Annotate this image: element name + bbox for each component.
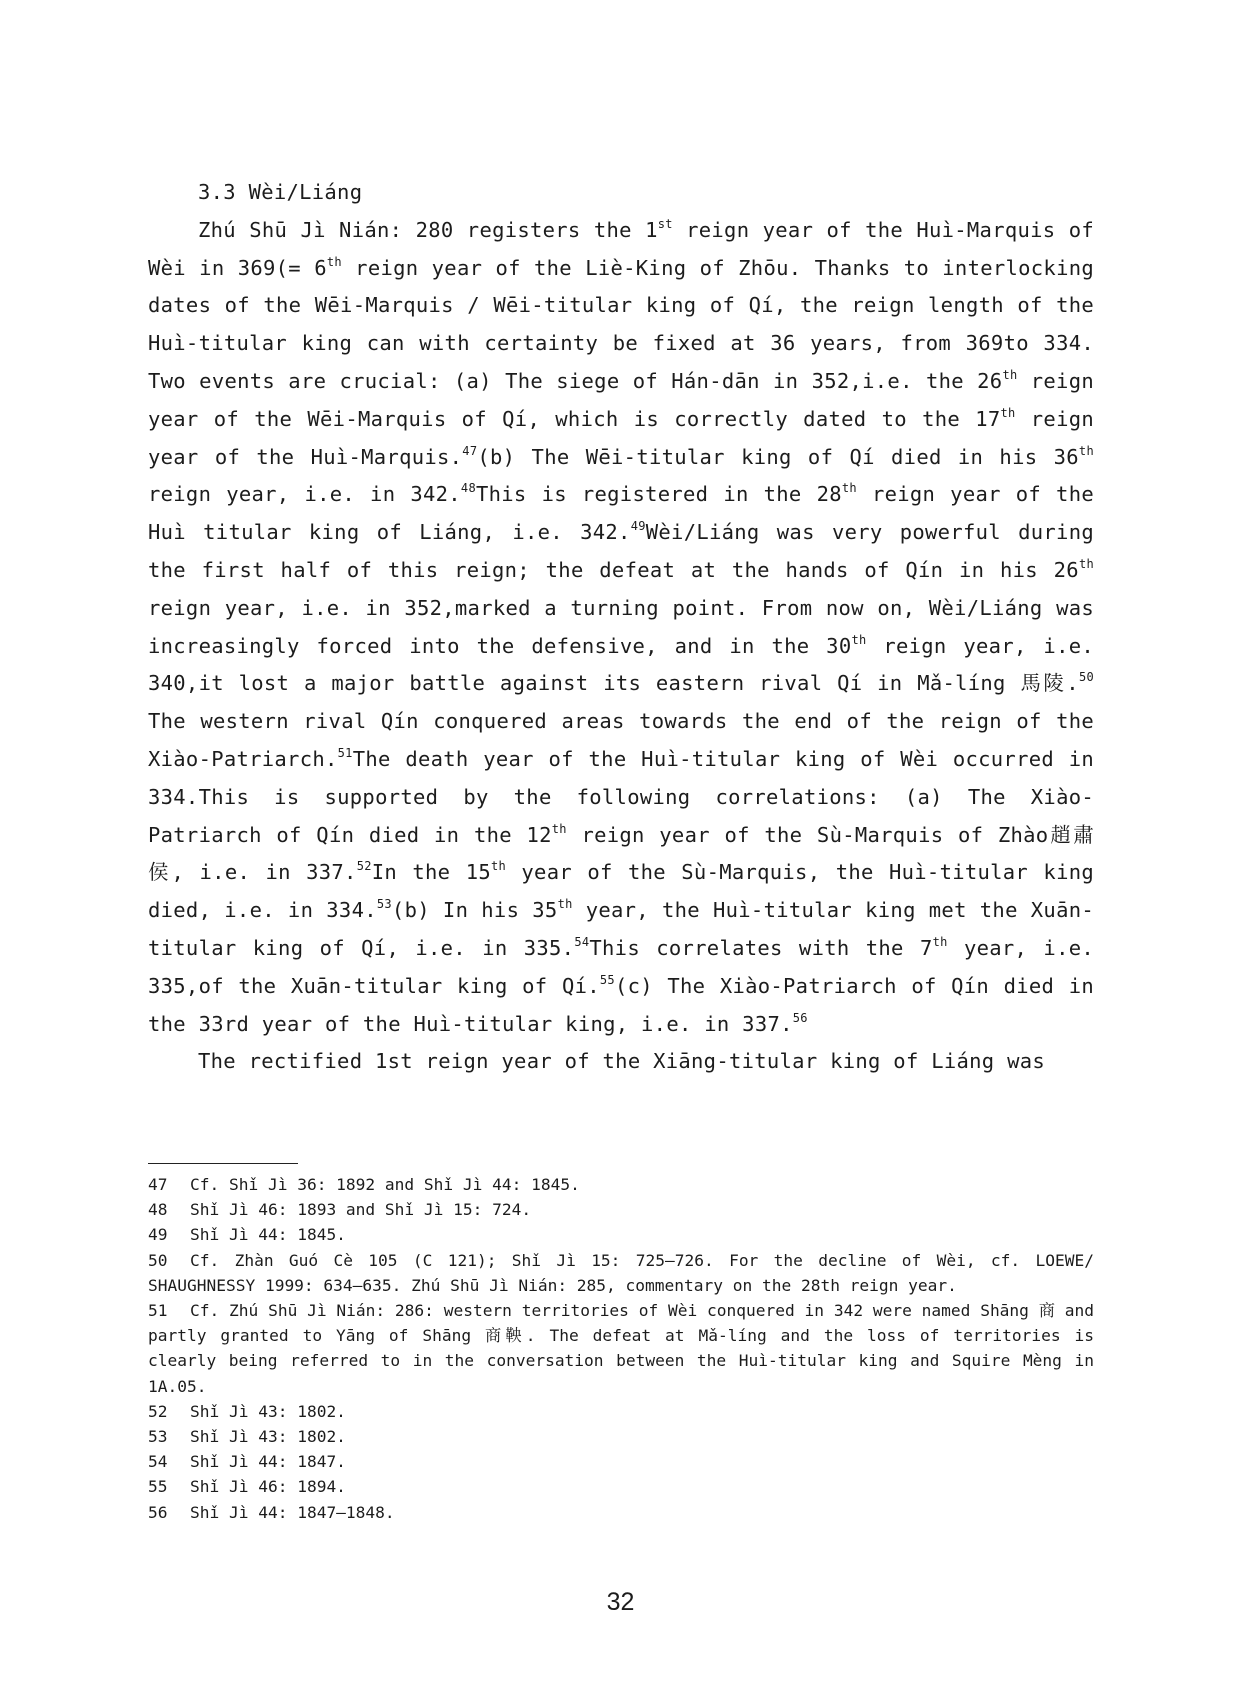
- footnote-50: [148, 1248, 1094, 1298]
- footnote-55: [148, 1474, 1094, 1499]
- text-run: reign year of the Sù-Marquis of Zhào趙肅侯, i.e. in 337.: [148, 822, 1095, 885]
- footnote-number: 48: [148, 1200, 168, 1220]
- superscript: th: [932, 934, 948, 949]
- text-run: The death year of the Huì-titular king of Wèi occurred in 334.This is supported by the following correlations: (a) The Xiào-Patriarch of Qín died in the 12: [148, 746, 1094, 847]
- superscript: st: [657, 216, 673, 231]
- superscript: th: [490, 859, 507, 874]
- text-run: reign year, i.e. 340,it lost a major battle against its eastern rival Qí in Mǎ-líng 馬陵.: [148, 633, 1095, 696]
- text-run: year, the Huì-titular king met the Xuān-titular king of Qí, i.e. in 335.: [148, 898, 1094, 960]
- text-run: reign year of the Huì-Marquis of Wèi in 369(= 6: [148, 217, 1094, 280]
- footnote-text: Shǐ Jì 43: 1802.: [190, 1401, 346, 1421]
- text-run: year, i.e. 335,of the Xuān-titular king of Qí.: [148, 935, 1094, 998]
- footnote-number: 47: [148, 1175, 168, 1194]
- text-run: reign year of the Liè-King of Zhōu. Thanks to interlocking dates of the Wēi-Marquis / Wēi-titular king of Qí, the reign length of the Huì-titular king can with certainty be fixed at 36 years, from 369to 334. Two events are crucial: (a) The siege of Hán-dān in 352,i.e. the 26: [148, 255, 1094, 393]
- superscript: th: [1078, 443, 1094, 458]
- text-run: year of the Sù-Marquis, the Huì-titular king died, i.e. in 334.: [148, 860, 1094, 923]
- footnote-number: 55: [148, 1477, 168, 1497]
- footnote-52: [148, 1399, 1094, 1424]
- text-run: In the 15: [371, 860, 491, 885]
- superscript: th: [841, 481, 857, 496]
- footnote-text: Shǐ Jì 44: 1847–1848.: [190, 1502, 395, 1522]
- footnote-ref-55[interactable]: 55: [599, 972, 615, 987]
- footnote-48: [148, 1197, 1094, 1222]
- text-run: This is registered in the 28: [475, 482, 842, 507]
- footnote-ref-52[interactable]: 52: [356, 859, 372, 874]
- footnote-text: Cf. Zhàn Guó Cè 105 (C 121); Shǐ Jì 15: 725–726. For the decline of Wèi, cf. LOEWE/ SHAUGHNESSY 1999: 634–635. Zhú Shū Jì Nián: 285, commentary on the 28th reign year.: [148, 1250, 1094, 1295]
- footnote-ref-50[interactable]: 50: [1078, 670, 1094, 685]
- footnote-ref-47[interactable]: 47: [462, 443, 478, 458]
- text-run: (b) The Wēi-titular king of Qí died in his 36: [477, 444, 1079, 469]
- footnote-47: [148, 1172, 1094, 1197]
- footnote-number: 52: [148, 1401, 168, 1421]
- text-run: (b) In his 35: [391, 898, 558, 923]
- text-run: reign year of the Huì-Marquis.: [148, 406, 1094, 469]
- text-run: The western rival Qín conquered areas towards the end of the reign of the Xiào-Patriarch.: [148, 709, 1094, 771]
- footnote-53: [148, 1424, 1094, 1449]
- text-run: This correlates with the 7: [589, 935, 933, 960]
- superscript: th: [551, 821, 567, 836]
- text-run: Wèi/Liáng was very powerful during the first half of this reign; the defeat at the hands of Qín in his 26: [148, 520, 1094, 582]
- page-number: 32: [606, 1588, 635, 1616]
- footnote-number: 50: [148, 1250, 168, 1270]
- footnote-number: 54: [148, 1452, 168, 1472]
- footnote-text: Shǐ Jì 44: 1847.: [190, 1452, 346, 1472]
- footnote-56: [148, 1500, 1094, 1525]
- superscript: th: [1002, 367, 1018, 382]
- footnote-49: [148, 1222, 1094, 1247]
- footnote-number: 49: [148, 1225, 168, 1245]
- superscript: th: [1078, 556, 1094, 571]
- footnote-text: Shǐ Jì 43: 1802.: [190, 1427, 346, 1447]
- footnote-ref-54[interactable]: 54: [574, 934, 590, 949]
- superscript: th: [326, 254, 342, 269]
- footnote-ref-49[interactable]: 49: [630, 519, 646, 534]
- main-text: [148, 174, 1094, 1081]
- footnote-divider: [148, 1163, 298, 1164]
- footnote-54: [148, 1449, 1094, 1474]
- footnote-text: Shǐ Jì 46: 1894.: [190, 1477, 346, 1497]
- text-run: reign year of the Huì titular king of Liáng, i.e. 342.: [148, 482, 1094, 545]
- footnote-text: Shǐ Jì 44: 1845.: [190, 1225, 346, 1245]
- text-run: reign year of the Wēi-Marquis of Qí, which is correctly dated to the 17: [148, 368, 1094, 431]
- footnotes: [148, 1172, 1094, 1525]
- text-run: reign year, i.e. in 342.: [148, 482, 461, 507]
- superscript: th: [851, 632, 867, 647]
- text-run: Zhú Shū Jì Nián: 280 registers the 1: [198, 217, 658, 242]
- footnote-number: 53: [148, 1427, 168, 1447]
- footnote-ref-51[interactable]: 51: [337, 745, 353, 760]
- footnote-ref-56[interactable]: 56: [792, 1010, 808, 1025]
- section-heading: 3.3 Wèi/Liáng: [198, 180, 363, 204]
- footnote-number: 51: [148, 1301, 168, 1321]
- footnote-ref-53[interactable]: 53: [376, 897, 392, 912]
- paragraph-1: [148, 212, 1094, 1044]
- superscript: th: [557, 897, 573, 912]
- footnote-text: Cf. Shǐ Jì 36: 1892 and Shǐ Jì 44: 1845.: [190, 1175, 580, 1194]
- superscript: th: [1000, 405, 1016, 420]
- footnote-text: Cf. Zhú Shū Jì Nián: 286: western territories of Wèi conquered in 342 were named Shāng 商 and partly granted to Yāng of Shāng 商鞅. The defeat at Mǎ-líng and the loss of territories is clearly being referred to in the conversation between the Huì-titular king and Squire Mèng in 1A.05.: [148, 1301, 1094, 1396]
- footnote-text: Shǐ Jì 46: 1893 and Shǐ Jì 15: 724.: [190, 1200, 532, 1220]
- text-run: reign year, i.e. in 352,marked a turning point. From now on, Wèi/Liáng was increasingly forced into the defensive, and in the 30: [148, 595, 1094, 658]
- footnote-number: 56: [148, 1502, 168, 1522]
- footnote-ref-48[interactable]: 48: [460, 481, 476, 496]
- paragraph-2: The rectified 1st reign year of the Xiāng-titular king of Liáng was: [198, 1049, 1046, 1074]
- footnote-51: [148, 1298, 1094, 1399]
- text-run: (c) The Xiào-Patriarch of Qín died in the 33rd year of the Huì-titular king, i.e. in 337.: [148, 973, 1094, 1036]
